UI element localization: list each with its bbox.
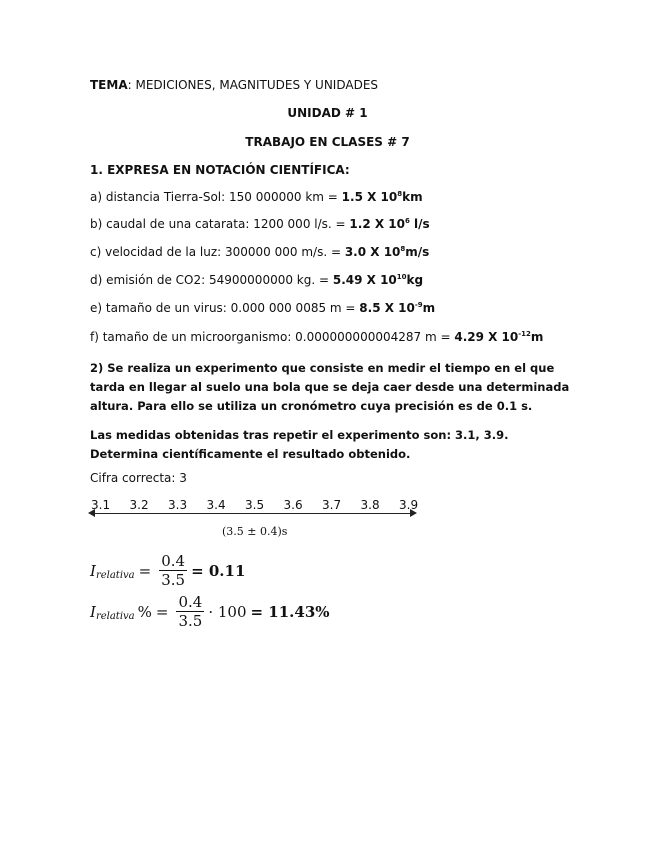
item-exponent: -9: [414, 301, 423, 309]
fraction: [159, 552, 187, 589]
item-answer: 1.2 X 10: [349, 217, 405, 231]
item-unit: kg: [406, 273, 424, 287]
tick-label: 3.1: [91, 498, 111, 512]
eq-symbol: I: [90, 561, 96, 580]
item-exponent: 8: [400, 245, 406, 253]
notation-item: [90, 245, 429, 259]
eq-subscript: relativa: [95, 611, 135, 622]
notation-item: [90, 301, 435, 315]
work-heading: TRABAJO EN CLASES # 7: [245, 135, 410, 149]
eq-symbol: I: [90, 602, 96, 621]
problem2-statement: [90, 359, 569, 416]
fraction: [176, 593, 204, 630]
item-exponent: 8: [397, 190, 403, 198]
item-answer: 1.5 X 10: [341, 190, 398, 204]
topic-label: TEMA: [90, 78, 128, 92]
unit-heading: UNIDAD # 1: [287, 106, 368, 120]
tick-label: 3.6: [283, 498, 303, 512]
item-text: e) tamaño de un virus: 0.000 000 0085 m =: [90, 301, 360, 315]
item-answer: 8.5 X 10: [359, 301, 415, 315]
item-unit: km: [402, 190, 423, 204]
eq-percent: %: [137, 602, 152, 621]
section1-title: 1. EXPRESA EN NOTACIÓN CIENTÍFICA:: [90, 163, 350, 177]
relative-error-equation: [90, 552, 245, 589]
item-unit: m: [422, 301, 436, 315]
correct-figure: Cifra correcta: 3: [90, 471, 187, 485]
notation-item: [90, 330, 543, 344]
eq-equals: =: [138, 561, 152, 580]
statement-line: 2) Se realiza un experimento que consiste en medir el tiempo en el que: [90, 361, 555, 375]
tick-label: 3.9: [399, 498, 419, 512]
item-unit: m/s: [405, 245, 430, 259]
item-text: a) distancia Tierra-Sol: 150 000000 km =: [90, 190, 342, 204]
item-unit: l/s: [409, 217, 430, 231]
notation-item: [90, 190, 423, 204]
item-answer: 3.0 X 10: [344, 245, 401, 259]
data-line: Determina científicamente el resultado obtenido.: [90, 447, 411, 461]
tick-label: 3.8: [360, 498, 380, 512]
tick-label: 3.2: [129, 498, 149, 512]
eq-result: = 11.43%: [250, 602, 330, 621]
item-exponent: 10: [396, 273, 407, 281]
eq-multiplier: · 100: [208, 602, 247, 621]
denominator: 3.5: [178, 612, 203, 630]
notation-item: [90, 217, 430, 231]
result-value: (3.5 ± 0.4)s: [222, 525, 288, 538]
item-text: f) tamaño de un microorganismo: 0.000000000004287 m =: [90, 330, 455, 344]
item-answer: 4.29 X 10: [454, 330, 519, 344]
item-text: b) caudal de una catarata: 1200 000 l/s. =: [90, 217, 350, 231]
item-answer: 5.49 X 10: [332, 273, 397, 287]
denominator: 3.5: [161, 571, 186, 589]
notation-item: [90, 273, 423, 287]
tick-label: 3.4: [206, 498, 226, 512]
numerator: 0.4: [178, 593, 203, 611]
statement-line: altura. Para ello se utiliza un cronómetro cuya precisión es de 0.1 s.: [90, 399, 533, 413]
relative-error-percent-equation: [90, 593, 330, 630]
statement-line: tarda en llegar al suelo una bola que se deja caer desde una determinada: [90, 380, 570, 394]
topic-value: : MEDICIONES, MAGNITUDES Y UNIDADES: [127, 78, 379, 92]
item-exponent: -12: [518, 330, 531, 338]
tick-label: 3.5: [245, 498, 265, 512]
item-exponent: 6: [404, 217, 410, 225]
item-text: d) emisión de CO2: 54900000000 kg. =: [90, 273, 333, 287]
eq-result: = 0.11: [191, 561, 246, 580]
numerator: 0.4: [161, 552, 186, 570]
item-text: c) velocidad de la luz: 300000 000 m/s. =: [90, 245, 345, 259]
eq-equals: =: [155, 602, 169, 621]
problem2-data: [90, 426, 509, 464]
number-line-axis: [90, 513, 414, 514]
item-unit: m: [530, 330, 544, 344]
topic-line: [90, 78, 378, 92]
tick-label: 3.7: [322, 498, 342, 512]
tick-label: 3.3: [168, 498, 188, 512]
data-line: Las medidas obtenidas tras repetir el experimento son: 3.1, 3.9.: [90, 428, 509, 442]
eq-subscript: relativa: [95, 570, 135, 581]
